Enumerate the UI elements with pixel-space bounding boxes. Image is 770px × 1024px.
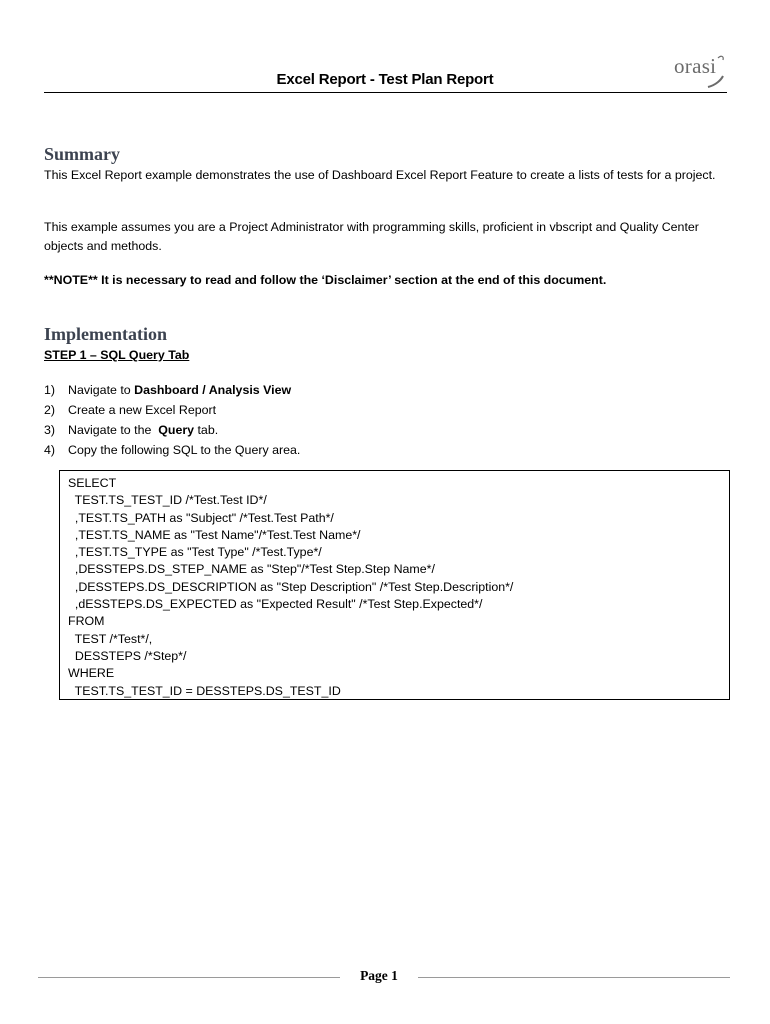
logo-text: orasi — [674, 54, 717, 78]
list-item — [44, 400, 300, 420]
page-number: Page 1 — [360, 968, 398, 983]
step-text: Copy the following SQL to the Query area. — [68, 443, 301, 457]
sql-line: ,DESSTEPS.DS_STEP_NAME as "Step"/*Test Step.Step Name*/ — [68, 562, 435, 577]
footer-divider-right — [418, 977, 730, 978]
document-title: Excel Report - Test Plan Report — [276, 71, 494, 88]
footer-divider-left — [38, 977, 340, 978]
step-number: 2) — [44, 403, 56, 417]
step-text: Create a new Excel Report — [68, 403, 217, 417]
step-number: 4) — [44, 443, 56, 457]
sql-line: TEST.TS_TEST_ID /*Test.Test ID*/ — [68, 493, 267, 508]
step-bold-text: Query — [158, 423, 195, 437]
step-1-title: STEP 1 – SQL Query Tab — [44, 348, 190, 362]
list-item — [44, 440, 300, 460]
sql-line: ,DESSTEPS.DS_DESCRIPTION as "Step Description" /*Test Step.Description*/ — [68, 579, 514, 594]
sql-line: ,TEST.TS_PATH as "Subject" /*Test.Test Path*/ — [68, 510, 334, 525]
sql-line: FROM — [68, 614, 105, 629]
sql-line: TEST /*Test*/, — [68, 631, 153, 646]
step-bold-text: Dashboard / Analysis View — [134, 383, 292, 397]
step-text: Navigate to — [68, 383, 135, 397]
sql-line: WHERE — [68, 666, 115, 681]
sql-query-box — [59, 470, 730, 700]
header-divider — [44, 92, 727, 93]
summary-heading: Summary — [44, 144, 120, 164]
logo-swoosh-icon — [674, 52, 728, 92]
list-item — [44, 420, 300, 440]
sql-line: ,TEST.TS_NAME as "Test Name"/*Test.Test Name*/ — [68, 527, 361, 542]
step-number: 1) — [44, 383, 56, 397]
orasi-logo — [674, 52, 728, 92]
sql-line: DESSTEPS /*Step*/ — [68, 648, 187, 663]
step-text-suffix: tab. — [194, 423, 219, 437]
disclaimer-note: **NOTE** It is necessary to read and follow the ‘Disclaimer’ section at the end of this document. — [44, 273, 607, 287]
list-item — [44, 380, 300, 400]
step-list — [44, 380, 300, 460]
step-text: Navigate to the — [68, 423, 159, 437]
implementation-heading: Implementation — [44, 324, 167, 344]
summary-paragraph-2: This example assumes you are a Project Administrator with programming skills, proficient in vbscript and Quality Center objects and methods. — [44, 220, 699, 253]
sql-line: SELECT — [68, 476, 117, 490]
sql-line: TEST.TS_TEST_ID = DESSTEPS.DS_TEST_ID — [68, 683, 341, 698]
step-number: 3) — [44, 423, 56, 437]
sql-line: ,TEST.TS_TYPE as "Test Type" /*Test.Type*/ — [68, 545, 322, 560]
sql-line: ,dESSTEPS.DS_EXPECTED as "Expected Result" /*Test Step.Expected*/ — [68, 597, 483, 612]
summary-paragraph-1: This Excel Report example demonstrates the use of Dashboard Excel Report Feature to create a lists of tests for a project. — [44, 168, 716, 182]
